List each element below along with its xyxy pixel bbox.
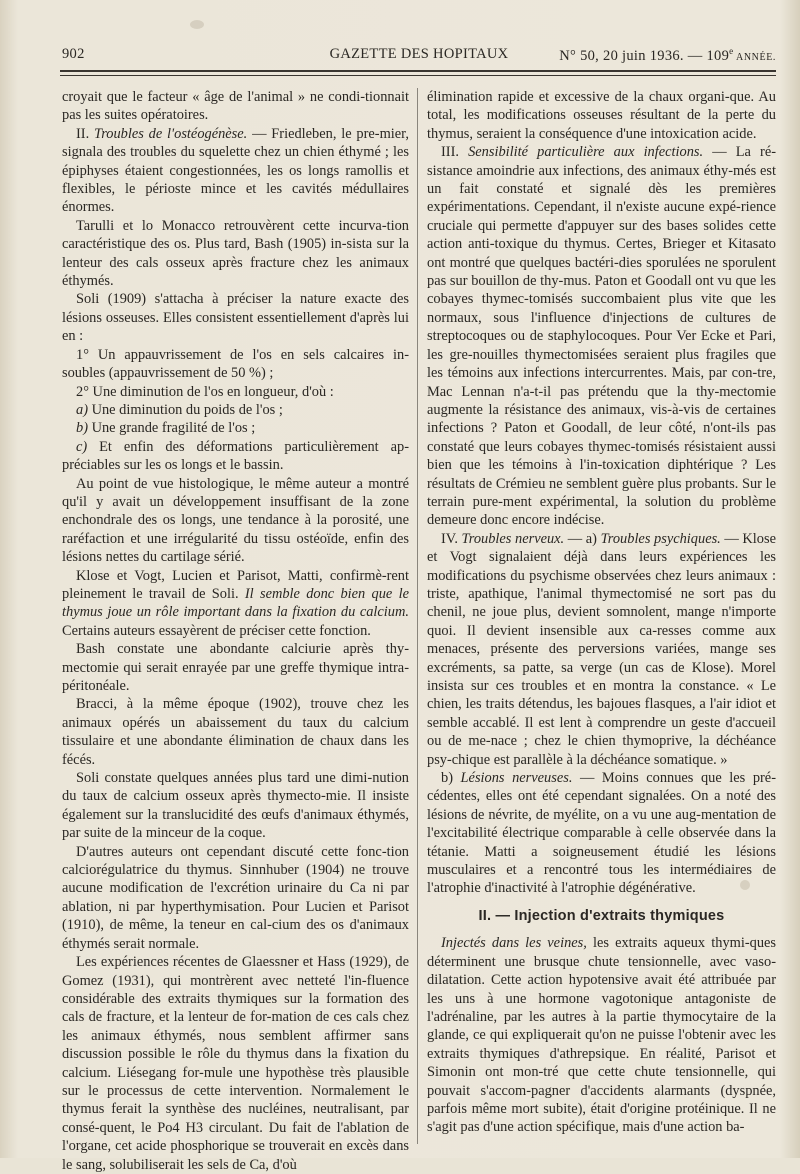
paragraph-text: Soli constate quelques années plus tard une dimi-nution du taux de calcium osseux après thymecto-mie. Il insiste également sur la translucidité des œufs d'animaux éthymés, par suite de la minceur de la coque.	[62, 770, 409, 842]
journal-title: GAZETTE DES HOPITAUX	[329, 46, 509, 62]
paragraph	[427, 769, 776, 898]
issue-info	[559, 46, 776, 65]
paragraph	[62, 419, 409, 437]
paragraph	[62, 125, 409, 217]
paragraph	[62, 953, 409, 1174]
section-heading: II. — Injection d'extraits thymiques	[478, 907, 725, 924]
paragraph	[62, 217, 409, 291]
paragraph-text: Bash constate une abondante calciurie après thy-mectomie qui serait enrayée par une greffe thymique intra-péritonéale.	[62, 641, 409, 694]
paragraph-text: Une grande fragilité de l'os ;	[88, 420, 256, 437]
subsection-title: Troubles psychiques.	[600, 530, 721, 547]
paragraph-text: Au point de vue histologique, le même auteur a montré qu'il y avait un développement insuffisant de la zone enchondrale des os longs, une tendance à la porosité, une raréfaction et une irrégularité du tissu ostéoïde, enfin des lésions nettes du cartilage sérié.	[62, 475, 409, 566]
paragraph	[427, 530, 776, 769]
paragraph-text: D'autres auteurs ont cependant discuté cette fonc-tion calciorégulatrice du thymus. Sinnhuber (1904) ne trouve aucune modification de l'excrétion urinaire du Ca ni par ablation, ni par hyperthymisation. Pour Lucien et Parisot (1910), de même, la teneur en cal-cium des os d'animaux éthymés serait normale.	[62, 843, 409, 952]
paragraph	[62, 290, 409, 345]
page-header	[62, 46, 776, 70]
paragraph-text: — La ré-sistance amoindrie aux infections, des animaux éthy-més est un fait constaté et signalé dès les premières expérimentations. Cependant, il n'existe aucune expé-rience cruciale qui permette d'appuyer sur des bases solides cette action anti-toxique du thymus. Certes, Brieger et Kitasato ont montré que quelques bactéri-dies sporulées ne sporulent pas sur bouillon de thy-mus. Paton et Goodall ont vu que les cobayes thymec-tomisés succombaient plus vite que les normaux, sous l'influence d'injections de cultures de streptocoques ou de staphylocoques. Pour Ver Ecke et Pari, les gre-nouilles thymectomisées seraient plus fragiles que les témoins aux infections intercurrentes. Mais, par con-tre, Mac Lennan n'a-t-il pas prétendu que la thy-mectomie augmente la résistance des animaux, vis-à-vis de certaines infections ? Paton et Goodall, de leur côté, n'ont-ils pas constaté que leurs cobayes thymec-tomisés résistaient aussi bien que les témoins à l'in-toxication diphtérique ? Les résultats de Crémieu ne semblent guère plus probants. Sur le terrain pure-ment expérimental, la solution du problème demeure donc encore indécise.	[427, 144, 776, 529]
issue-sup: e	[729, 46, 734, 56]
paragraph-number: II.	[76, 125, 94, 142]
paragraph-text-tail: — Klose et Vogt signalaient déjà dans leurs expériences les modifications du psychisme observées chez leurs animaux : triste, apathique, l'animal thymectomisé ne sort pas du chenil, ne joue plus, devient somnolent, mange n'importe quoi. Il devient insensible aux ca-resses comme aux menaces, présente des perversions variées, mange ses excréments, sa patte, sa verge (un cas de Klose). Morel insista sur ces troubles et en montra la constance. « Le chien, les traits détendus, les bajoues flasques, a l'air idiot et semble accablé. Il est lent à comprendre un geste d'accueil ou de me-nace ; chez le chien thymoprive, la déchéance psy-chique est parallèle à la déchéance somatique. »	[427, 530, 776, 768]
paragraph-text: Tarulli et lo Monacco retrouvèrent cette incurva-tion caractéristique des os. Plus tard, Bash (1905) in-sista sur la lenteur des cals osseux après fracture chez les animaux éthymés.	[62, 217, 409, 290]
section-title: Injectés dans les veines,	[441, 935, 587, 952]
paragraph-text: 1° Un appauvrissement de l'os en sels calcaires in-soubles (appauvrissement de 50 %) ;	[62, 346, 409, 382]
paragraph-text: — Friedleben, le pre-mier, signala des troubles du squelette chez un chien éthymé ; les épiphyses étaient congestionnées, les os longs ramollis et flexibles, le périoste mince et les cavités médullaires énormes.	[62, 125, 409, 216]
paragraph-text: — Moins connues que les pré-cédentes, elles ont été cependant signalées. On a noté des lésions de névrite, de myélite, on a vu une aug-mentation de l'excitabilité électrique comparable à celle observée dans la tétanie. Matti a soigneusement étudié les lésions musculaires et a rencontré tous les intermédiaires de l'atrophie d'inactivité à l'atrophie dégénérative.	[427, 770, 776, 897]
column-divider	[417, 88, 418, 1144]
paragraph	[62, 438, 409, 475]
paragraph	[62, 383, 409, 401]
paragraph-text: Soli (1909) s'attacha à préciser la nature exacte des lésions osseuses. Elles consistent essentiellement d'après lui en :	[62, 291, 409, 345]
section-title: Lésions nerveuses.	[460, 770, 573, 787]
list-letter: a)	[76, 401, 88, 418]
paragraph	[62, 88, 409, 125]
paragraph-number: III.	[441, 144, 469, 161]
paragraph	[62, 695, 409, 769]
paragraph	[427, 88, 776, 143]
paragraph	[427, 143, 776, 530]
paragraph-text: croyait que le facteur « âge de l'animal » ne condi-tionnait pas les suites opératoires.	[62, 89, 409, 124]
paragraph	[62, 567, 409, 641]
paragraph	[62, 769, 409, 843]
header-rule-thin	[60, 75, 776, 76]
paragraph-text: 2° Une diminution de l'os en longueur, d'où :	[76, 383, 334, 400]
paragraph-number: b)	[441, 770, 461, 787]
left-column	[62, 88, 409, 1173]
paper-stain	[190, 20, 204, 29]
paragraph-number: IV.	[441, 530, 462, 547]
issue-main: N° 50, 20 juin 1936. — 109	[559, 47, 730, 64]
header-rule	[60, 70, 776, 72]
paragraph-text: Les expériences récentes de Glaessner et Hass (1929), de Gomez (1931), qui montrèrent avec netteté l'in-fluence considérable des extraits thymiques sur la formation des cals de fracture, et la lenteur de for-mation de ces cals chez les animaux éthymés, nous semblent affirmer sans discussion possible le rôle du thymus dans la fixation du calcium. Liésegang for-mule une hypothèse très plausible sur le processus de cette intervention. Normalement le thymus ferait la synthèse des nucléines, neutralisant, par consé-quent, le Po4 H3 circulant. Du fait de l'ablation de l'organe, cet acide phosphorique se trouverait en excès dans le sang, solubiliserait les sels de Ca, d'où	[62, 954, 409, 1173]
right-column	[427, 88, 776, 1158]
paragraph-text-tail: Certains auteurs essayèrent de préciser cette fonction.	[62, 622, 371, 639]
section-title: Sensibilité particulière aux infections.	[468, 144, 704, 161]
paragraph-text: Bracci, à la même époque (1902), trouve chez les animaux opérés un abaissement du taux du calcium tissulaire et une abondante élimination de chaux dans les fécés.	[62, 696, 409, 768]
emphasized-text: Il semble donc bien que le thymus joue un rôle important dans la fixation du calcium.	[62, 585, 409, 621]
paragraph-text: — a)	[564, 530, 601, 547]
paragraph	[62, 346, 409, 383]
paragraph	[62, 640, 409, 695]
paragraph-text: Une diminution du poids de l'os ;	[88, 401, 283, 418]
paragraph-text: les extraits aqueux thymi-ques déterminent une brusque chute tensionnelle, avec vaso-dilatation. Cette action hypotensive avait été attribuée par les uns à une hormone vagotonique antagoniste de l'adrénaline, par les autres à la partie thymocytaire de la glande, ce qui expliquerait qu'on ne puisse l'obtenir avec les extraits thymiques d'athrepsique. En réalité, Parisot et Simonin ont mon-tré que cette chute tensionnelle, qui pouvait s'accom-pagner d'accidents alarmants (dyspnée, parfois même mort subite), était d'origine protéinique. Il ne s'agit pas d'une action spécifique, mais d'une action ba-	[427, 935, 777, 1136]
section-title: Troubles nerveux.	[461, 530, 565, 547]
list-letter: c)	[76, 438, 88, 455]
paragraph-text: élimination rapide et excessive de la chaux organi-que. Au total, les modifications osseuses résultant de la perte du thymus, seraient la conséquence d'une intoxication acide.	[427, 89, 776, 142]
paragraph	[62, 843, 409, 953]
paragraph	[62, 475, 409, 567]
paragraph	[62, 401, 409, 419]
paragraph-text: Et enfin des déformations particulièrement ap-préciables sur les os longs et le bassin.	[62, 438, 409, 474]
issue-small: ANNÉE.	[733, 51, 776, 63]
paragraph-text: Klose et Vogt, Lucien et Parisot, Matti, confirmè-rent pleinement le travail de Soli.	[62, 567, 409, 602]
paragraph	[427, 934, 776, 1136]
section-title: Troubles de l'ostéogénèse.	[94, 125, 248, 142]
list-letter: b)	[76, 420, 88, 437]
page-number: 902	[62, 46, 85, 62]
